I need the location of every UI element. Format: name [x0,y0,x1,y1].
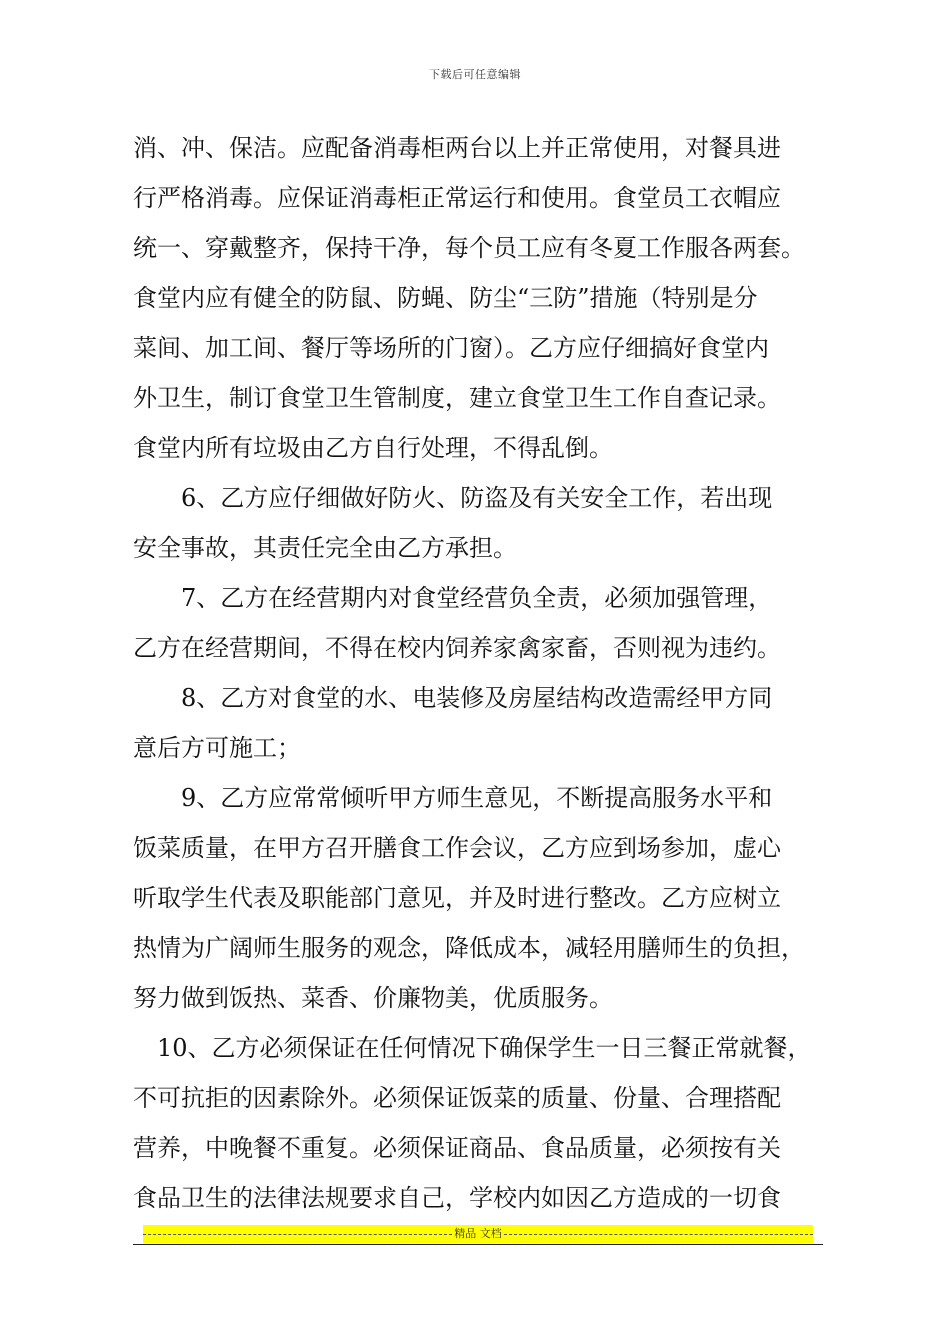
footer-dash-left [143,1234,452,1235]
footer-text: 精品 文档 [454,1227,502,1240]
paragraph-item-8 [133,673,833,773]
footer-dash-right [504,1234,813,1235]
footer-rule [133,1244,823,1245]
text-line: 食堂内所有垃圾由乙方自行处理，不得乱倒。 [133,434,613,462]
text-line: 不可抗拒的因素除外。必须保证饭菜的质量、份量、合理搭配 [133,1084,781,1112]
text-line: 外卫生，制订食堂卫生管制度，建立食堂卫生工作自查记录。 [133,384,781,412]
text-line: 努力做到饭热、菜香、价廉物美，优质服务。 [133,984,613,1012]
text-line: 听取学生代表及职能部门意见，并及时进行整改。乙方应树立 [133,884,781,912]
paragraph-item-9 [133,773,833,1023]
text-line: 意后方可施工； [133,734,301,762]
text-line: 6、乙方应仔细做好防火、防盗及有关安全工作，若出现 [181,484,773,512]
page-footer-banner [143,1225,813,1243]
text-line: 食堂内应有健全的防鼠、防蝇、防尘“三防”措施（特别是分 [133,284,758,312]
text-line: 乙方在经营期间，不得在校内饲养家禽家畜，否则视为违约。 [133,634,781,662]
text-line: 10、乙方必须保证在任何情况下确保学生一日三餐正常就餐， [157,1034,812,1062]
text-line: 9、乙方应常常倾听甲方师生意见，不断提高服务水平和 [181,784,773,812]
text-line: 7、乙方在经营期内对食堂经营负全责，必须加强管理， [181,584,773,612]
paragraph-hygiene-continued [133,123,833,473]
text-line: 8、乙方对食堂的水、电装修及房屋结构改造需经甲方同 [181,684,773,712]
text-line: 热情为广阔师生服务的观念，降低成本，减轻用膳师生的负担， [133,934,805,962]
text-line: 安全事故，其责任完全由乙方承担。 [133,534,517,562]
paragraph-item-10 [133,1023,833,1223]
page-header: 下载后可任意编辑 [429,68,521,81]
paragraph-item-6 [133,473,833,573]
text-line: 菜间、加工间、餐厅等场所的门窗）。乙方应仔细搞好食堂内 [133,334,769,362]
document-body [133,123,833,1223]
text-line: 食品卫生的法律法规要求自己，学校内如因乙方造成的一切食 [133,1184,781,1212]
paragraph-item-7 [133,573,833,673]
text-line: 饭菜质量，在甲方召开膳食工作会议，乙方应到场参加，虚心 [133,834,781,862]
text-line: 行严格消毒。应保证消毒柜正常运行和使用。食堂员工衣帽应 [133,184,781,212]
text-line: 统一、穿戴整齐，保持干净，每个员工应有冬夏工作服各两套。 [133,234,805,262]
text-line: 营养，中晚餐不重复。必须保证商品、食品质量，必须按有关 [133,1134,781,1162]
text-line: 消、冲、保洁。应配备消毒柜两台以上并正常使用，对餐具进 [133,134,781,162]
